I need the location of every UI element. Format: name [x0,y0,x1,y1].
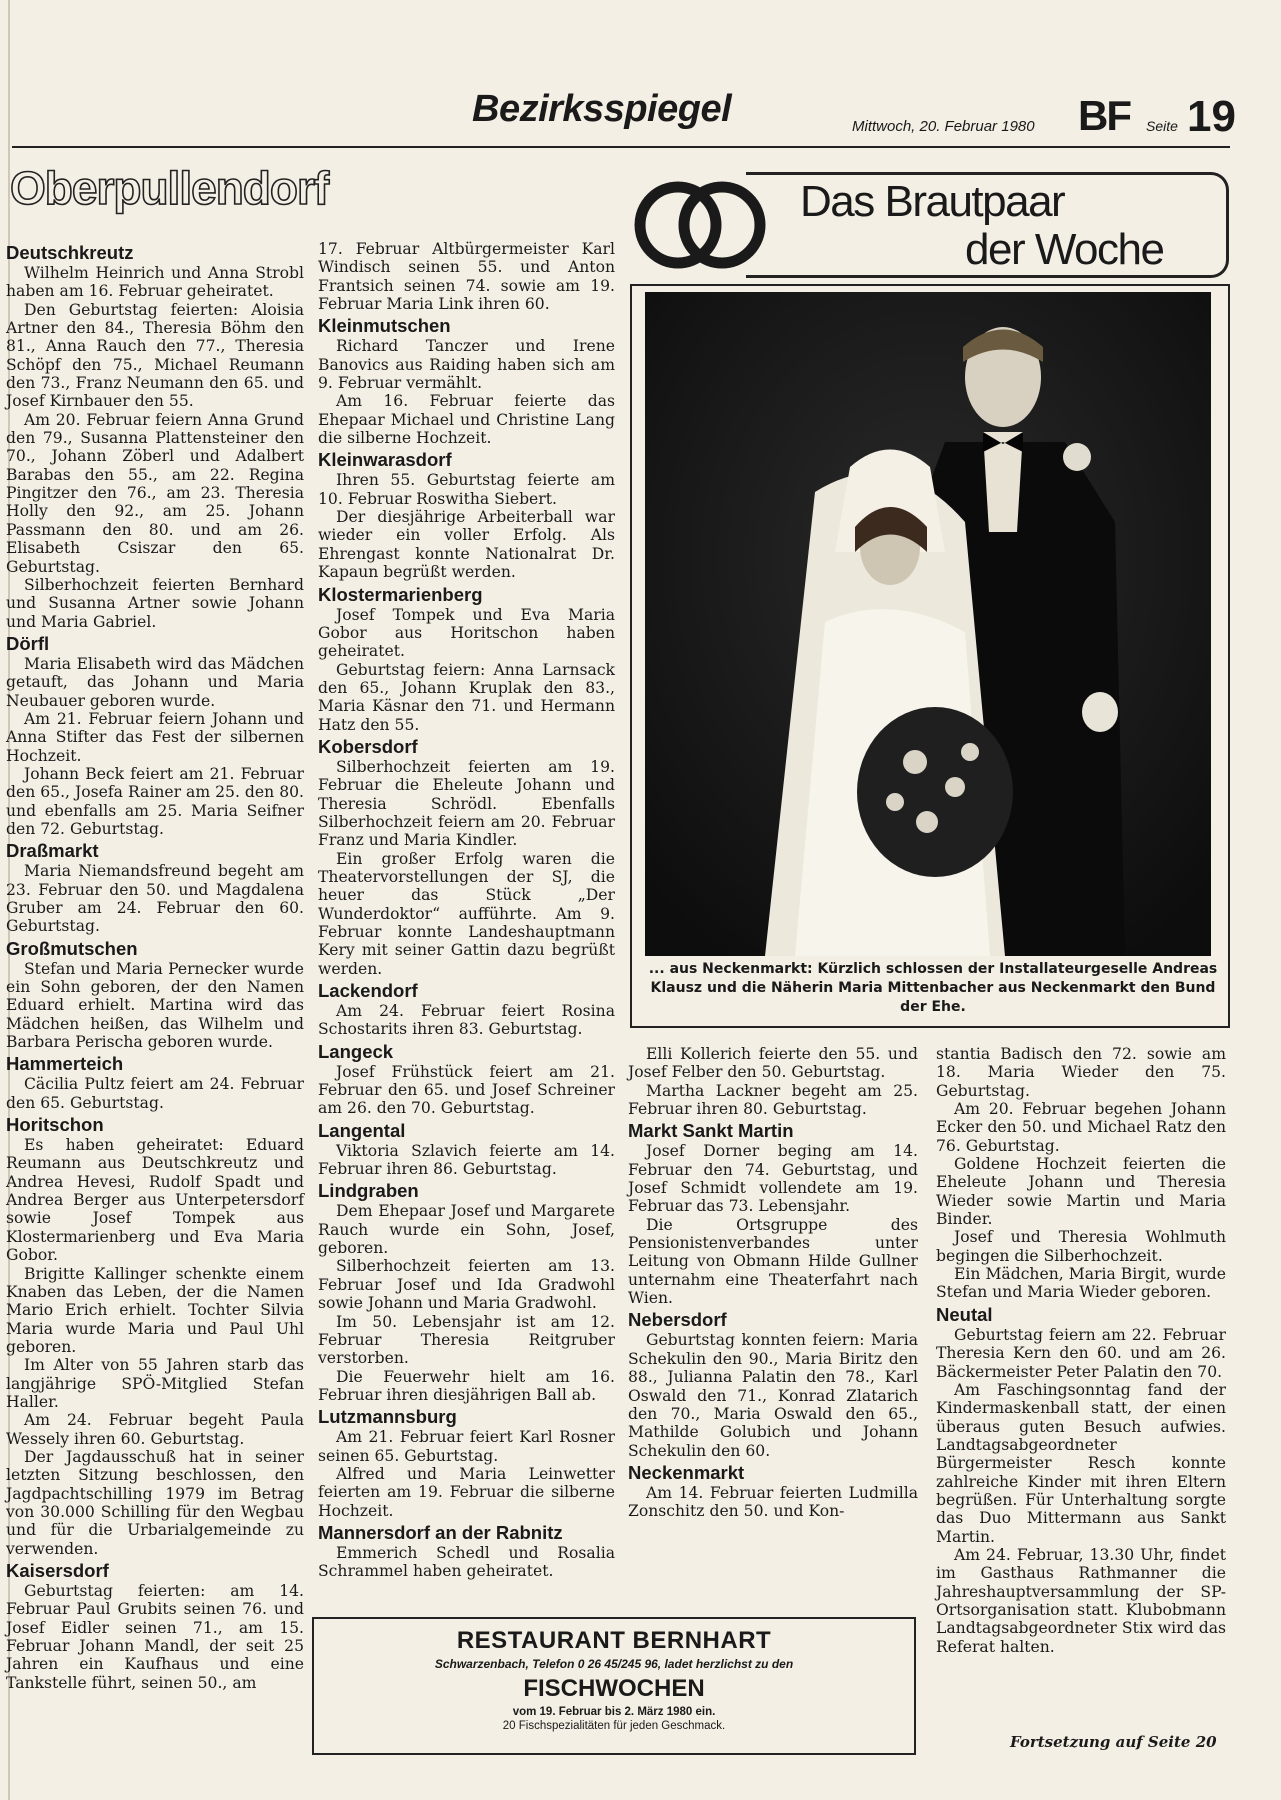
news-paragraph: Dem Ehepaar Josef und Margarete Rauch wurde ein Sohn, Josef, geboren. [318,1202,615,1258]
restaurant-ad [312,1617,916,1755]
place-heading: Langeck [318,1040,394,1062]
ad-restaurant-name: RESTAURANT BERNHART [456,1627,772,1654]
ad-subline: Schwarzenbach, Telefon 0 26 45/245 96, ladet herzlichst zu den [434,1657,794,1671]
news-paragraph: Richard Tanczer und Irene Banovics aus Raiding haben sich am 9. Februar vermählt. [318,337,615,393]
news-paragraph: Josef Tompek und Eva Maria Gobor aus Horitschon haben geheiratet. [318,605,615,661]
place-heading: Lutzmannsburg [318,1406,457,1428]
news-paragraph: Am 20. Februar begehen Johann Ecker den 50. und Michael Ratz den 76. Geburtstag. [936,1100,1226,1155]
page-label: Seite [1146,118,1178,134]
column-1 [6,240,304,1692]
section-title: Bezirksspiegel [472,88,732,130]
news-paragraph: Im Alter von 55 Jahren starb das langjährige SPÖ-Mitglied Stefan Haller. [6,1356,304,1411]
news-paragraph: Josef und Theresia Wohlmuth begingen die Silberhochzeit. [936,1228,1226,1265]
place-heading: Dörfl [6,632,50,654]
news-paragraph: Der diesjährige Arbeiterball war wieder ein voller Erfolg. Als Ehrengast konnte Nationalrat Dr. Kapaun begrüßt werden. [318,508,615,582]
news-paragraph: Goldene Hochzeit feierten die Eheleute Johann und Theresia Wieder sowie Martin und Maria Binder. [936,1155,1226,1229]
news-paragraph: Wilhelm Heinrich und Anna Strobl haben am 16. Februar geheiratet. [6,264,304,301]
news-paragraph: Josef Frühstück feiert am 21. Februar den 65. und Josef Schreiner am 26. den 70. Geburtstag. [318,1062,615,1118]
news-paragraph: Josef Dorner beging am 14. Februar den 74. Geburtstag, und Josef Schmidt vollendete am 19. Februar das 73. Lebensjahr. [628,1142,918,1216]
news-paragraph: Brigitte Kallinger schenkte einem Knaben das Leben, der die Namen Mario Erich erhielt. Tochter Silvia Maria wurde Maria und Paul Uhl geboren. [6,1264,304,1356]
place-heading: Hammerteich [6,1053,124,1075]
feature-title-line2: der Woche [965,225,1164,274]
place-heading: Horitschon [6,1114,104,1136]
news-paragraph: Silberhochzeit feierten am 19. Februar die Eheleute Johann und Theresia Schrödl. Ebenfalls Silberhochzeit feiern am 20. Februar Franz und Maria Kindler. [318,757,615,850]
column-3 [628,1045,918,1521]
place-heading: Draßmarkt [6,840,99,862]
place-heading: Neckenmarkt [628,1461,745,1483]
continuation-note: Fortsetzung auf Seite 20 [1010,1733,1217,1751]
place-heading: Lackendorf [318,980,418,1002]
news-paragraph: Geburtstag feiern: Anna Larnsack den 65., Johann Kruplak den 83., Maria Käsnar den 71. und Hermann Hatz den 55. [318,660,615,734]
news-paragraph: Am Faschingsonntag fand der Kindermaskenball statt, der einen überaus guten Besuch aufwies. Landtagsabgeordneter Bürgermeister Resch konnte zahlreiche Kinder mit ihren Eltern begrüßen. Für Unterhaltung sorgte das Duo Mittermann aus Sankt Martin. [936,1380,1226,1546]
place-heading: Nebersdorf [628,1309,727,1331]
ad-headline: FISCHWOCHEN [523,1675,705,1702]
news-paragraph: Elli Kollerich feierte den 55. und Josef Felber den 50. Geburtstag. [628,1045,918,1082]
news-paragraph: Ein Mädchen, Maria Birgit, wurde Stefan und Maria Wieder geboren. [936,1265,1226,1302]
newspaper-logo: BF [1078,92,1130,139]
news-paragraph: Am 16. Februar feierte das Ehepaar Michael und Christine Lang die silberne Hochzeit. [318,392,615,448]
column-2 [318,240,615,1581]
news-paragraph: Am 21. Februar feiert Karl Rosner seinen 65. Geburtstag. [318,1428,615,1465]
region-title: Oberpullendorf [10,162,329,214]
news-paragraph: Am 24. Februar, 13.30 Uhr, findet im Gasthaus Rathmanner die Jahreshauptversammlung der SP-Ortsorganisation statt. Klubobmann Landtagsabgeordneter Stix wird das Referat halten. [936,1545,1226,1656]
place-heading: Großmutschen [6,937,138,959]
news-paragraph: Am 24. Februar begeht Paula Wessely ihren 60. Geburtstag. [6,1411,304,1448]
news-paragraph: Der Jagdausschuß hat in seiner letzten Sitzung beschlossen, den Jagdpachtschilling 1979 im Betrag von 30.000 Schilling für den Wegbau und für die Urbarialgemeinde zu verwenden. [6,1447,304,1558]
news-paragraph: Emmerich Schedl und Rosalia Schrammel haben geheiratet. [318,1543,615,1581]
place-heading: Langental [318,1119,406,1141]
continued-paragraph: stantia Badisch den 72. sowie am 18. Maria Wieder den 75. Geburtstag. [936,1045,1226,1100]
news-paragraph: Alfred und Maria Leinwetter feierten am 19. Februar die silberne Hochzeit. [318,1464,615,1520]
news-paragraph: Viktoria Szlavich feierte am 14. Februar ihren 86. Geburtstag. [318,1141,615,1179]
news-paragraph: Martha Lackner begeht am 25. Februar ihren 80. Geburtstag. [628,1081,918,1119]
place-heading: Mannersdorf an der Rabnitz [318,1521,563,1543]
issue-date: Mittwoch, 20. Februar 1980 [852,118,1035,135]
place-heading: Markt Sankt Martin [628,1120,794,1142]
news-paragraph: Geburtstag feierten: am 14. Februar Paul Grubits seinen 76. und Josef Eidler seinen 71., am 15. Februar Johann Mandl, der seit 25 Jahren ein Kaufhaus und eine Tankstelle führt, seinen 50., am [6,1582,304,1692]
column-4 [936,1045,1226,1656]
news-paragraph: Am 24. Februar feiert Rosina Schostarits ihren 83. Geburtstag. [318,1002,615,1039]
feature-title-line1: Das Brautpaar [800,177,1065,226]
place-heading: Neutal [936,1303,993,1325]
news-paragraph: Silberhochzeit feierten am 13. Februar Josef und Ida Gradwohl sowie Johann und Maria Gradwohl. [318,1257,615,1313]
place-heading: Kaisersdorf [6,1560,109,1581]
place-heading: Lindgraben [318,1180,419,1202]
photo-caption: ... aus Neckenmarkt: Kürzlich schlossen der Installateurgeselle Andreas Klausz und die Näherin Maria Mittenbacher aus Neckenmarkt den Bund der Ehe. [648,961,1218,1015]
news-paragraph: Die Feuerwehr hielt am 16. Februar ihren diesjährigen Ball ab. [318,1367,615,1404]
news-paragraph: Den Geburtstag feierten: Aloisia Artner den 84., Theresia Böhm den 81., Anna Rauch den 77., Theresia Schöpf den 75., Michael Reumann den 73., Franz Neumann den 65. und Josef Kirnbauer den 55. [6,300,304,411]
place-heading: Kleinwarasdorf [318,449,452,471]
news-paragraph: Im 50. Lebensjahr ist am 12. Februar Theresia Reitgruber verstorben. [318,1312,615,1368]
news-paragraph: Maria Niemandsfreund begeht am 23. Februar den 50. und Magdalena Gruber am 24. Februar den 60. Geburtstag. [6,862,304,936]
news-paragraph: Geburtstag konnten feiern: Maria Schekulin den 90., Maria Biritz den 88., Julianna Palatin den 78., Karl Oswald den 71., Konrad Zlatarich den 70., Maria Oswald den 65., Mathilde Golubich und Johann Schekulin den 60. [628,1331,918,1460]
place-heading: Klostermarienberg [318,583,483,605]
news-paragraph: Johann Beck feiert am 21. Februar den 65., Josefa Rainer am 25. den 80. und ebenfalls am 25. Maria Seifner den 72. Geburtstag. [6,764,304,838]
continued-paragraph: 17. Februar Altbürgermeister Karl Windisch seinen 55. und Anton Frantsich seinen 74. sowie am 19. Februar Maria Link ihren 60. [318,240,615,314]
news-paragraph: Stefan und Maria Pernecker wurde ein Sohn geboren, der den Namen Eduard erhielt. Martina wird das Mädchen heißen, das Wilhelm und Barbara Perischa geboren wurde. [6,959,304,1052]
news-paragraph: Ihren 55. Geburtstag feierte am 10. Februar Roswitha Siebert. [318,471,615,508]
news-paragraph: Silberhochzeit feierten Bernhard und Susanna Artner sowie Johann und Maria Gabriel. [6,575,304,631]
ad-specials: 20 Fischspezialitäten für jeden Geschmack. [502,1720,726,1732]
wedding-photo [645,292,1211,956]
news-paragraph: Cäcilia Pultz feiert am 24. Februar den 65. Geburtstag. [6,1075,304,1112]
ad-dates: vom 19. Februar bis 2. März 1980 ein. [512,1706,716,1718]
place-heading: Kobersdorf [318,735,418,757]
news-paragraph: Maria Elisabeth wird das Mädchen getauft, das Johann und Maria Neubauer geboren wurde. [6,654,304,710]
news-paragraph: Am 21. Februar feiern Johann und Anna Stifter das Fest der silbernen Hochzeit. [6,709,304,765]
header-rule [12,146,1230,148]
page-number: 19 [1187,92,1236,141]
news-paragraph: Geburtstag feiern am 22. Februar Theresia Kern den 60. und am 26. Bäckermeister Peter Palatin den 70. [936,1325,1226,1381]
news-paragraph: Ein großer Erfolg waren die Theatervorstellungen der SJ, die heuer das Stück „Der Wunderdoktor“ aufführte. Am 9. Februar konnte Landeshauptmann Kery mit seiner Gattin dazu begrüßt werden. [318,849,615,978]
place-heading: Deutschkreutz [6,242,134,263]
news-paragraph: Am 14. Februar feierten Ludmilla Zonschitz den 50. und Kon- [628,1483,918,1521]
news-paragraph: Die Ortsgruppe des Pensionistenverbandes unter Leitung von Obmann Hilde Gullner unternahm eine Theaterfahrt nach Wien. [628,1215,918,1308]
place-heading: Kleinmutschen [318,315,451,337]
news-paragraph: Am 20. Februar feiern Anna Grund den 79., Susanna Plattensteiner den 70., Johann Zöberl und Adalbert Barabas den 55., am 22. Regina Pingitzer den 76., am 23. Theresia Holly den 92., am 25. Johann Passmann den 80. und am 26. Elisabeth Csiszar den 65. Geburtstag. [6,410,304,576]
news-paragraph: Es haben geheiratet: Eduard Reumann aus Deutschkreutz und Andrea Hevesi, Rudolf Spadt und Andrea Berger aus Unterpetersdorf sowie Josef Tompek aus Klostermarienberg und Eva Maria Gobor. [6,1136,304,1265]
